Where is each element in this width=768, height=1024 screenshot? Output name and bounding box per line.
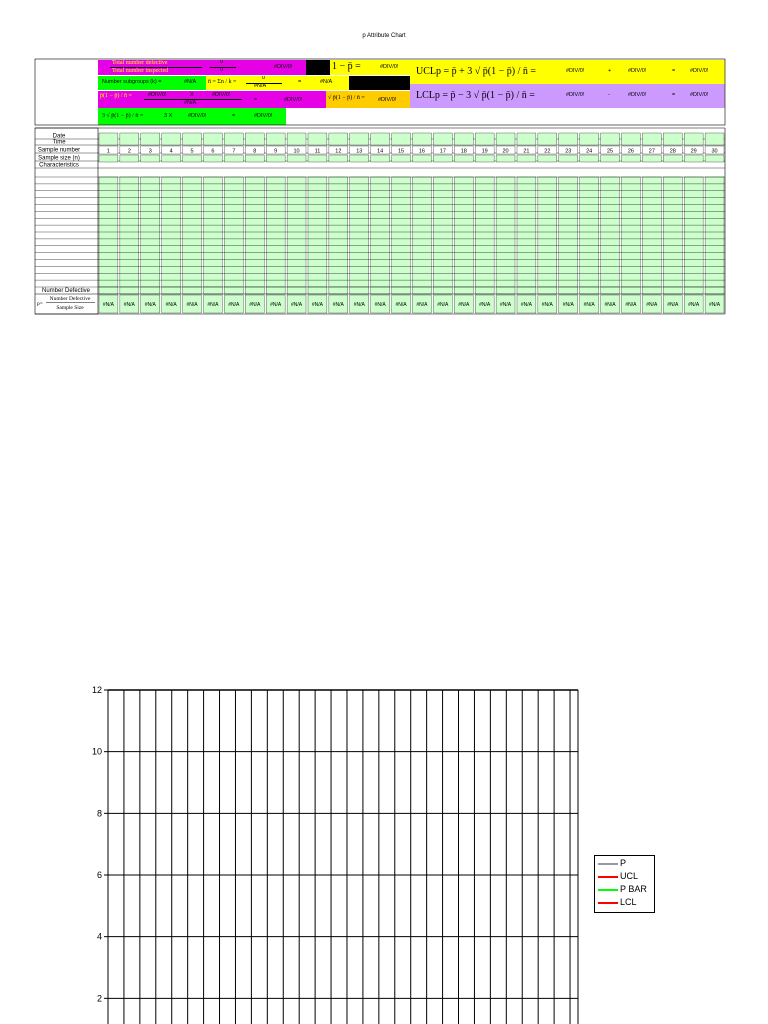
number-defective-cell xyxy=(308,287,327,294)
row-label-2: Sample number xyxy=(37,147,81,154)
sample-size-cell xyxy=(245,155,264,162)
date-time-cell xyxy=(454,133,473,145)
sample-size-cell xyxy=(350,155,369,162)
sample-size-cell xyxy=(601,155,620,162)
date-time-cell xyxy=(266,133,285,145)
y-tick-label: 10 xyxy=(91,746,102,757)
sample-number: 1 xyxy=(106,148,110,155)
legend-label-ucl: UCL xyxy=(620,871,639,881)
date-time-cell xyxy=(141,133,160,145)
p-value: #N/A xyxy=(688,302,700,308)
sample-size-cell xyxy=(538,155,557,162)
number-defective-cell xyxy=(224,287,243,294)
p-value: #N/A xyxy=(374,302,386,308)
pbar-value: #DIV/0! xyxy=(274,64,293,70)
date-time-cell xyxy=(204,133,223,145)
nbar-eq: = xyxy=(298,79,302,85)
sample-size-cell xyxy=(183,155,202,162)
lclp-v1: #DIV/0! xyxy=(566,92,585,98)
p-value: #N/A xyxy=(249,302,261,308)
sample-number: 7 xyxy=(232,148,236,155)
page-title: p Attribute Chart xyxy=(362,33,406,39)
p-value: #N/A xyxy=(165,302,177,308)
data-table xyxy=(35,59,725,314)
lclp-eq: = xyxy=(672,92,676,98)
number-defective-cell xyxy=(329,287,348,294)
number-defective-cell xyxy=(350,287,369,294)
date-time-cell xyxy=(245,133,264,145)
row3-bottom: #N/A xyxy=(184,100,197,106)
uclp-v3: #DIV/0! xyxy=(690,68,709,74)
sample-number: 30 xyxy=(711,148,718,155)
date-time-cell xyxy=(622,133,641,145)
sample-number: 23 xyxy=(565,148,572,155)
sample-size-cell xyxy=(224,155,243,162)
date-time-cell xyxy=(308,133,327,145)
date-time-cell xyxy=(663,133,682,145)
p-value: #N/A xyxy=(604,302,616,308)
date-time-cell xyxy=(371,133,390,145)
lclp-op: - xyxy=(608,92,610,98)
p-row-prefix: p= xyxy=(37,301,43,307)
sample-size-cell xyxy=(204,155,223,162)
pbar-label-bottom: Total number inspected xyxy=(112,68,169,74)
number-defective-cell xyxy=(454,287,473,294)
date-time-cell xyxy=(517,133,536,145)
date-time-cell xyxy=(183,133,202,145)
one-minus-p-label: 1 − p̄ = xyxy=(332,61,361,72)
date-time-cell xyxy=(475,133,494,145)
sample-number: 26 xyxy=(627,148,635,155)
legend-label-lcl: LCL xyxy=(620,897,637,907)
sample-number: 29 xyxy=(690,148,697,155)
p-value: #N/A xyxy=(520,302,533,308)
sample-number: 12 xyxy=(335,148,342,155)
number-defective-cell xyxy=(684,287,703,294)
nbar-label: n̄ = Σn / k = xyxy=(208,79,237,85)
date-time-cell xyxy=(162,133,181,145)
y-tick-label: 4 xyxy=(96,931,102,942)
sample-number: 11 xyxy=(314,148,321,155)
row3-value: #DIV/0! xyxy=(284,97,303,103)
sample-size-cell xyxy=(266,155,285,162)
sample-size-cell xyxy=(559,155,578,162)
sample-size-cell xyxy=(120,155,139,162)
p-value: #N/A xyxy=(646,302,658,308)
three-eq: = xyxy=(232,113,236,119)
legend-item-p xyxy=(598,858,626,869)
p-value: #N/A xyxy=(290,302,303,308)
nbar-frac-bottom: #N/A xyxy=(254,83,267,89)
p-value: #N/A xyxy=(541,302,553,308)
sample-number: 4 xyxy=(169,148,173,155)
date-time-cell xyxy=(705,133,724,145)
legend-item-lcl xyxy=(598,897,637,908)
sample-number: 18 xyxy=(460,148,467,155)
uclp-label: UCLp = p̄ + 3 √ p̄(1 − p̄) / n̄ = xyxy=(416,66,536,77)
p-value: #N/A xyxy=(311,302,324,308)
three-x: 3 X xyxy=(164,113,173,119)
formula-frame xyxy=(35,59,725,125)
p-value: #N/A xyxy=(207,302,219,308)
sqrt-label: √ p̄(1 − p̄) / n̄ = xyxy=(328,95,365,101)
nbar-frac-top: 0 xyxy=(262,76,266,81)
uclp-eq: = xyxy=(672,68,676,74)
row-label-1: Time xyxy=(52,139,66,146)
sample-size-cell xyxy=(392,155,411,162)
number-defective-cell xyxy=(622,287,641,294)
date-time-cell xyxy=(329,133,348,145)
p-value: #N/A xyxy=(416,302,428,308)
sample-size-cell xyxy=(622,155,641,162)
number-defective-cell xyxy=(663,287,682,294)
subgroups-value: #N/A xyxy=(184,79,197,85)
sample-size-cell xyxy=(162,155,181,162)
p-value: #N/A xyxy=(395,302,407,308)
legend-item-ucl xyxy=(598,871,638,882)
date-time-cell xyxy=(601,133,620,145)
row-label-0: Date xyxy=(52,133,66,140)
p-value: #N/A xyxy=(458,302,470,308)
number-defective-cell xyxy=(601,287,620,294)
number-defective-cell xyxy=(475,287,494,294)
date-time-cell xyxy=(120,133,139,145)
sample-number: 22 xyxy=(544,148,551,155)
date-time-cell xyxy=(99,133,118,145)
p-value: #N/A xyxy=(708,302,721,308)
sample-size-cell xyxy=(287,155,306,162)
p-value: #N/A xyxy=(186,302,198,308)
number-defective-cell xyxy=(120,287,139,294)
number-defective-cell xyxy=(413,287,432,294)
pbar-frac-top: 0 xyxy=(220,60,224,65)
date-time-cell xyxy=(642,133,661,145)
sqrt-value: #DIV/0! xyxy=(378,97,397,103)
date-time-cell xyxy=(580,133,599,145)
number-defective-cell xyxy=(99,287,118,294)
row-label-3: Sample size (n) xyxy=(38,155,80,162)
p-value: #N/A xyxy=(228,302,240,308)
date-time-cell xyxy=(392,133,411,145)
date-time-cell xyxy=(350,133,369,145)
p-value: #N/A xyxy=(562,302,574,308)
p-row-label-top: Number Defective xyxy=(49,296,91,302)
number-defective-cell xyxy=(642,287,661,294)
p-value: #N/A xyxy=(353,302,365,308)
sample-number: 8 xyxy=(253,148,257,155)
number-defective-cell xyxy=(392,287,411,294)
row3-eq: = xyxy=(254,97,258,103)
three-v: #DIV/0! xyxy=(188,113,207,119)
number-defective-cell xyxy=(538,287,557,294)
sample-size-cell xyxy=(141,155,160,162)
sample-number: 16 xyxy=(418,148,426,155)
date-time-cell xyxy=(538,133,557,145)
y-tick-label: 2 xyxy=(96,993,102,1004)
date-time-cell xyxy=(287,133,306,145)
p-value: #N/A xyxy=(499,302,512,308)
one-minus-p-value: #DIV/0! xyxy=(380,64,399,70)
sample-number: 15 xyxy=(397,148,405,155)
sample-number: 17 xyxy=(439,148,446,155)
sample-number: 9 xyxy=(274,148,278,155)
uclp-v1: #DIV/0! xyxy=(566,68,585,74)
p-value: #N/A xyxy=(270,302,282,308)
uclp-op: + xyxy=(608,68,612,74)
date-time-cell xyxy=(684,133,703,145)
uclp-v2: #DIV/0! xyxy=(628,68,647,74)
p-value: #N/A xyxy=(625,302,637,308)
date-time-cell xyxy=(224,133,243,145)
sample-number: 19 xyxy=(481,148,488,155)
p-value: #N/A xyxy=(123,302,135,308)
sample-number: 13 xyxy=(356,148,363,155)
number-defective-cell xyxy=(433,287,452,294)
p-row-label-bottom: Sample Size xyxy=(56,305,84,311)
number-defective-cell xyxy=(287,287,306,294)
sample-number: 28 xyxy=(669,148,676,155)
three-result: #DIV/0! xyxy=(254,113,273,119)
sample-size-cell xyxy=(99,155,118,162)
sample-size-cell xyxy=(329,155,348,162)
sample-size-cell xyxy=(454,155,473,162)
number-defective-cell xyxy=(496,287,515,294)
number-defective-cell xyxy=(266,287,285,294)
pbar-label-top: Total number defective xyxy=(112,60,168,66)
number-defective-cell xyxy=(245,287,264,294)
row3-left: p̄(1 − p̄) / n̄ = xyxy=(100,93,132,99)
sample-size-cell xyxy=(517,155,536,162)
row3-x: X xyxy=(190,92,194,98)
number-defective-label: Number Defective xyxy=(41,288,91,294)
p-value: #N/A xyxy=(437,302,449,308)
chart-legend xyxy=(594,855,655,913)
sample-number: 20 xyxy=(502,148,509,155)
sample-number: 2 xyxy=(127,148,131,155)
sample-number: 24 xyxy=(586,148,593,155)
sample-size-cell xyxy=(371,155,390,162)
sample-size-cell xyxy=(705,155,724,162)
number-defective-cell xyxy=(204,287,223,294)
lclp-v3: #DIV/0! xyxy=(690,92,709,98)
y-tick-label: 8 xyxy=(96,808,102,819)
number-defective-cell xyxy=(183,287,202,294)
sample-number: 6 xyxy=(211,148,215,155)
sample-size-cell xyxy=(580,155,599,162)
sample-size-cell xyxy=(475,155,494,162)
lclp-label: LCLp = p̄ − 3 √ p̄(1 − p̄) / n̄ = xyxy=(416,90,535,101)
p-chart xyxy=(92,685,578,1024)
sample-number: 10 xyxy=(293,148,300,155)
sample-number: 21 xyxy=(523,148,530,155)
number-defective-cell xyxy=(517,287,536,294)
sample-size-cell xyxy=(308,155,327,162)
number-defective-cell xyxy=(705,287,724,294)
p-value: #N/A xyxy=(667,302,679,308)
p-value: #N/A xyxy=(332,302,344,308)
subgroups-label: Number subgroups (k) = xyxy=(102,79,162,85)
number-defective-cell xyxy=(371,287,390,294)
three-sqrt-label: 3 √ p̄(1 − p̄) / n̄ = xyxy=(102,113,144,119)
nbar-value: #N/A xyxy=(320,79,333,85)
row-label-4: Characteristics xyxy=(39,162,79,169)
legend-label-pbar: P BAR xyxy=(620,884,647,894)
sample-size-cell xyxy=(413,155,432,162)
sample-size-cell xyxy=(496,155,515,162)
sample-size-cell xyxy=(642,155,661,162)
number-defective-cell xyxy=(559,287,578,294)
number-defective-cell xyxy=(141,287,160,294)
sample-number: 14 xyxy=(377,148,384,155)
number-defective-cell xyxy=(580,287,599,294)
date-time-cell xyxy=(496,133,515,145)
row3-v1: #DIV/0! xyxy=(148,92,167,98)
row3-v2: #DIV/0! xyxy=(212,92,231,98)
date-time-cell xyxy=(413,133,432,145)
y-tick-label: 6 xyxy=(96,870,102,880)
date-time-cell xyxy=(559,133,578,145)
sample-size-cell xyxy=(684,155,703,162)
sample-number: 5 xyxy=(190,148,194,155)
p-value: #N/A xyxy=(583,302,595,308)
date-time-cell xyxy=(433,133,452,145)
pbar-frac-bottom: 0 xyxy=(220,67,224,73)
sample-size-cell xyxy=(433,155,452,162)
p-value: #N/A xyxy=(144,302,156,308)
number-defective-cell xyxy=(162,287,181,294)
p-value: #N/A xyxy=(102,302,115,308)
legend-label-p: P xyxy=(620,858,627,868)
sample-number: 27 xyxy=(648,148,655,155)
p-value: #N/A xyxy=(479,302,491,308)
sample-number: 25 xyxy=(606,148,614,155)
y-tick-label: 12 xyxy=(91,685,102,695)
sample-number: 3 xyxy=(148,148,152,155)
lclp-v2: #DIV/0! xyxy=(628,92,647,98)
legend-item-pbar xyxy=(598,884,647,895)
sample-size-cell xyxy=(663,155,682,162)
